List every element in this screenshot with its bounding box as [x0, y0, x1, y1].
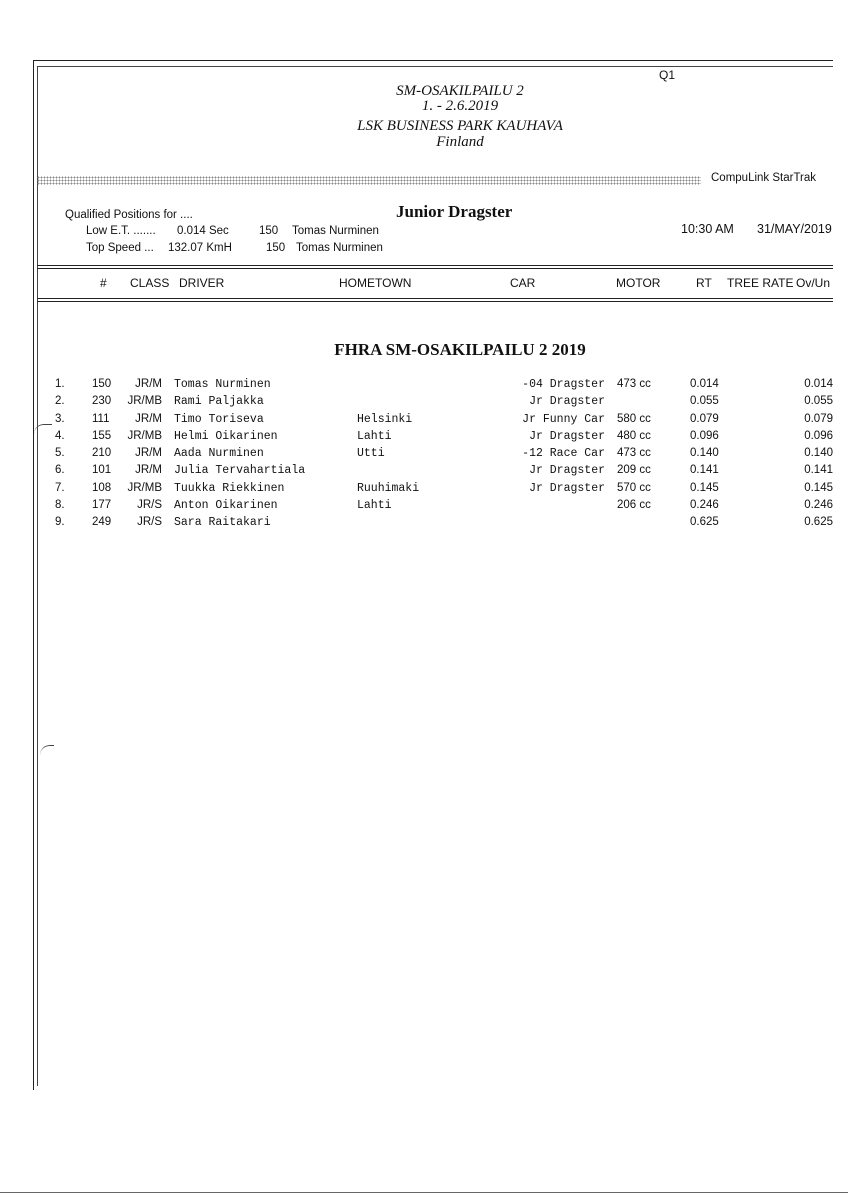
row-ov-un: 0.140: [804, 447, 833, 459]
row-ov-un: 0.055: [804, 395, 833, 407]
table-row: [0, 378, 848, 395]
software-label: CompuLink StarTrak: [711, 172, 817, 184]
row-ov-un: 0.625: [804, 516, 833, 528]
row-class: JR/MB: [127, 430, 162, 442]
row-class: JR/M: [135, 378, 162, 390]
low-et-driver: Tomas Nurminen: [292, 225, 379, 237]
frame-left-line: [33, 60, 34, 1090]
punch-mark: [40, 745, 54, 758]
col-header-class: CLASS: [130, 276, 170, 290]
row-driver: Aada Nurminen: [174, 447, 264, 460]
row-motor: 473 cc: [617, 378, 651, 390]
row-car: Jr Dragster: [529, 482, 605, 495]
row-class: JR/S: [137, 499, 162, 511]
report-time: 10:30 AM: [681, 222, 734, 236]
row-motor: 480 cc: [617, 430, 651, 442]
row-class: JR/M: [135, 413, 162, 425]
row-class: JR/MB: [127, 482, 162, 494]
header-rule-bottom-2: [37, 301, 833, 302]
table-row: [0, 464, 848, 481]
col-header-car: CAR: [510, 276, 536, 290]
row-car: -12 Race Car: [522, 447, 605, 460]
frame-left-inner-line: [37, 66, 38, 1086]
qualified-label: Qualified Positions for ....: [65, 209, 193, 221]
row-rt: 0.014: [690, 378, 719, 390]
row-ov-un: 0.096: [804, 430, 833, 442]
table-row: [0, 499, 848, 516]
row-class: JR/M: [135, 464, 162, 476]
row-driver: Sara Raitakari: [174, 516, 271, 529]
row-position: 2.: [55, 395, 65, 407]
row-driver: Helmi Oikarinen: [174, 430, 278, 443]
row-car: Jr Funny Car: [522, 413, 605, 426]
row-rt: 0.246: [690, 499, 719, 511]
row-rt: 0.145: [690, 482, 719, 494]
header-rule-top-2: [37, 268, 833, 269]
row-class: JR/MB: [127, 395, 162, 407]
col-header-ov-un: Ov/Un: [796, 276, 831, 290]
row-driver: Timo Toriseva: [174, 413, 264, 426]
row-driver: Anton Oikarinen: [174, 499, 278, 512]
country: Finland: [436, 134, 484, 150]
row-class: JR/S: [137, 516, 162, 528]
row-rt: 0.140: [690, 447, 719, 459]
row-car-number: 210: [92, 447, 112, 459]
frame-top-line: [33, 60, 833, 61]
col-header-driver: DRIVER: [179, 276, 225, 290]
page-id: Q1: [659, 68, 676, 82]
row-car-number: 230: [92, 395, 112, 407]
row-ov-un: 0.246: [804, 499, 833, 511]
page-bottom-edge: [0, 1192, 848, 1193]
row-car: -04 Dragster: [522, 378, 605, 391]
row-car: Jr Dragster: [529, 395, 605, 408]
venue: LSK BUSINESS PARK KAUHAVA: [357, 118, 563, 134]
row-driver: Julia Tervahartiala: [174, 464, 306, 477]
row-position: 5.: [55, 447, 65, 459]
row-motor: 473 cc: [617, 447, 651, 459]
row-ov-un: 0.014: [804, 378, 833, 390]
row-car-number: 249: [92, 516, 112, 528]
report-date: 31/MAY/2019: [757, 222, 832, 236]
row-car-number: 155: [92, 430, 112, 442]
row-car: Jr Dragster: [529, 430, 605, 443]
row-motor: 570 cc: [617, 482, 651, 494]
row-driver: Tomas Nurminen: [174, 378, 271, 391]
row-ov-un: 0.145: [804, 482, 833, 494]
row-ov-un: 0.079: [804, 413, 833, 425]
table-row: [0, 447, 848, 464]
row-rt: 0.055: [690, 395, 719, 407]
col-header-rt: RT: [696, 276, 712, 290]
table-row: [0, 482, 848, 499]
row-hometown: Utti: [357, 447, 385, 460]
col-header-tree-rate: TREE RATE: [727, 276, 794, 290]
col-header-motor: MOTOR: [616, 276, 661, 290]
header-rule-top: [37, 265, 833, 266]
row-hometown: Lahti: [357, 430, 392, 443]
class-title: Junior Dragster: [396, 202, 513, 221]
table-row: [0, 516, 848, 533]
row-car-number: 150: [92, 378, 112, 390]
row-ov-un: 0.141: [804, 464, 833, 476]
row-motor: 580 cc: [617, 413, 651, 425]
top-speed-label: Top Speed ...: [86, 242, 154, 254]
table-row: [0, 430, 848, 447]
row-rt: 0.096: [690, 430, 719, 442]
event-name: SM-OSAKILPAILU 2: [396, 83, 524, 99]
top-speed-value: 132.07 KmH: [168, 242, 232, 254]
top-speed-driver: Tomas Nurminen: [296, 242, 383, 254]
row-driver: Tuukka Riekkinen: [174, 482, 285, 495]
row-class: JR/M: [135, 447, 162, 459]
dotted-divider: [37, 176, 701, 185]
row-motor: 206 cc: [617, 499, 651, 511]
row-position: 9.: [55, 516, 65, 528]
header-rule-bottom: [37, 298, 833, 299]
row-motor: 209 cc: [617, 464, 651, 476]
row-driver: Rami Paljakka: [174, 395, 264, 408]
row-rt: 0.625: [690, 516, 719, 528]
row-hometown: Ruuhimaki: [357, 482, 420, 495]
row-rt: 0.141: [690, 464, 719, 476]
col-header-num: #: [100, 276, 107, 290]
event-dates: 1. - 2.6.2019: [421, 98, 499, 114]
row-position: 8.: [55, 499, 65, 511]
table-row: [0, 395, 848, 412]
top-speed-car: 150: [266, 242, 286, 254]
row-car-number: 108: [92, 482, 112, 494]
row-position: 6.: [55, 464, 65, 476]
row-car-number: 177: [92, 499, 112, 511]
row-position: 4.: [55, 430, 65, 442]
low-et-value: 0.014 Sec: [177, 225, 229, 237]
col-header-hometown: HOMETOWN: [339, 276, 412, 290]
row-hometown: Lahti: [357, 499, 392, 512]
low-et-label: Low E.T. .......: [86, 225, 156, 237]
row-position: 1.: [55, 378, 65, 390]
row-position: 7.: [55, 482, 65, 494]
frame-top-inner-line: [37, 66, 833, 67]
table-row: [0, 413, 848, 430]
section-title: FHRA SM-OSAKILPAILU 2 2019: [334, 340, 586, 359]
low-et-car: 150: [259, 225, 279, 237]
row-car-number: 101: [92, 464, 112, 476]
row-hometown: Helsinki: [357, 413, 413, 426]
row-car-number: 111: [92, 413, 110, 425]
row-rt: 0.079: [690, 413, 719, 425]
row-position: 3.: [55, 413, 65, 425]
row-car: Jr Dragster: [529, 464, 605, 477]
